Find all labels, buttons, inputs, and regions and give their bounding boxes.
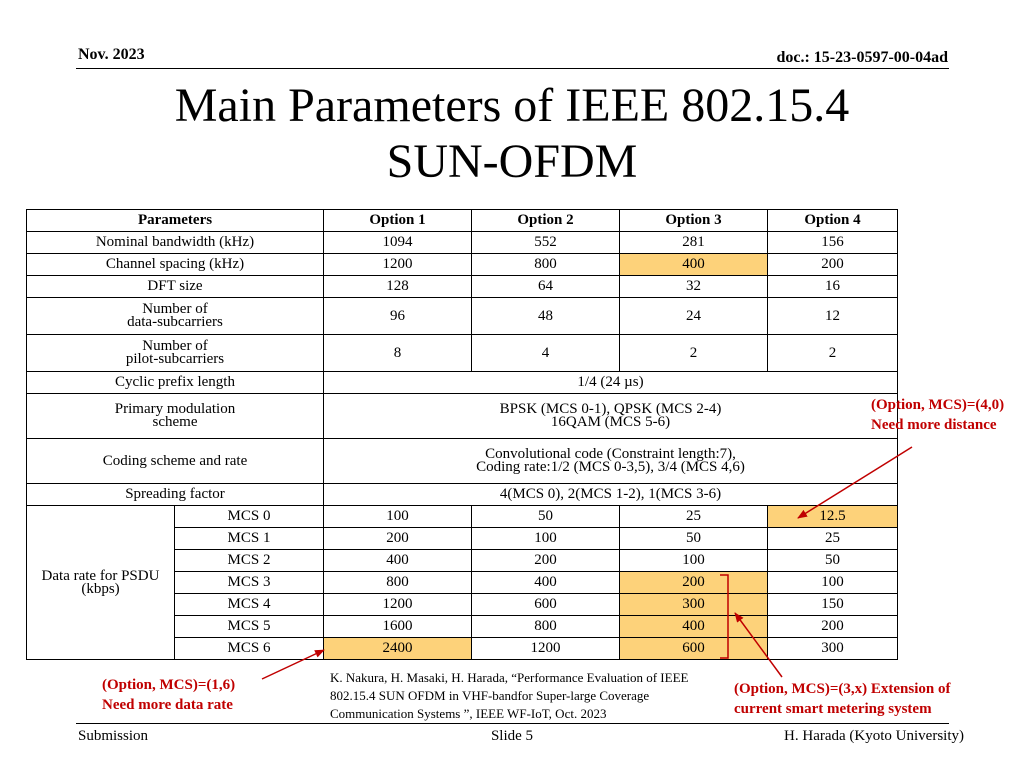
table-cell-merged: 4(MCS 0), 2(MCS 1-2), 1(MCS 3-6) <box>324 484 898 506</box>
table-cell: 12 <box>768 298 898 335</box>
note-need-more-data-rate <box>102 675 235 715</box>
table-cell: 100 <box>620 550 768 572</box>
table-cell: 1200 <box>324 254 472 276</box>
table-cell: 1600 <box>324 616 472 638</box>
title-line-1: Main Parameters of IEEE 802.15.4 <box>174 79 850 132</box>
note-line-1: (Option, MCS)=(4,0) <box>871 397 1005 413</box>
footer-submission: Submission <box>78 728 149 744</box>
table-cell: 128 <box>324 276 472 298</box>
table-cell-highlighted: 2400 <box>324 638 472 660</box>
table-cell: 200 <box>768 616 898 638</box>
table-cell: 150 <box>768 594 898 616</box>
table-cell: 25 <box>620 506 768 528</box>
row-label-line-1: Primary modulation <box>114 401 236 417</box>
table-cell: 24 <box>620 298 768 335</box>
row-label-line-2: data-subcarriers <box>127 314 223 330</box>
header-option-2: Option 2 <box>472 210 620 232</box>
table-cell: 800 <box>472 254 620 276</box>
table-cell: 552 <box>472 232 620 254</box>
table-cell: 16 <box>768 276 898 298</box>
cell-line-1: BPSK (MCS 0-1), QPSK (MCS 2-4) <box>499 401 722 417</box>
reference-line-3: Communication Systems ”, IEEE WF-IoT, Oct. 2023 <box>330 706 607 721</box>
row-label-line-2: (kbps) <box>81 580 120 597</box>
table-cell: 600 <box>472 594 620 616</box>
table-cell: 64 <box>472 276 620 298</box>
row-label-line-1: Number of <box>142 338 208 354</box>
arrow-to-option1-mcs6 <box>262 650 324 679</box>
footer-rule <box>76 723 949 724</box>
mcs-label: MCS 3 <box>175 572 324 594</box>
mcs-label: MCS 0 <box>175 506 324 528</box>
table-cell: 2 <box>768 335 898 372</box>
table-cell: 200 <box>472 550 620 572</box>
bracket-option3 <box>720 575 728 658</box>
note-line-1: (Option, MCS)=(3,x) Extension of <box>734 681 951 697</box>
row-label-line-1: Number of <box>142 301 208 317</box>
table-cell-merged: 1/4 (24 µs) <box>324 372 898 394</box>
header-doc-id: doc.: 15-23-0597-00-04ad <box>776 49 948 66</box>
arrow-to-option4-mcs0 <box>798 447 912 518</box>
reference-line-2: 802.15.4 SUN OFDM in VHF-bandfor Super-large Coverage <box>330 688 650 703</box>
table-cell: 400 <box>324 550 472 572</box>
table-cell-highlighted: 12.5 <box>768 506 898 528</box>
table-cell: 50 <box>472 506 620 528</box>
table-cell: 1094 <box>324 232 472 254</box>
table-cell-highlighted: 600 <box>620 638 768 660</box>
table-cell: 200 <box>768 254 898 276</box>
table-cell: 1200 <box>472 638 620 660</box>
mcs-label: MCS 2 <box>175 550 324 572</box>
mcs-label: MCS 4 <box>175 594 324 616</box>
table-cell-highlighted: 200 <box>620 572 768 594</box>
note-line-2: Need more distance <box>871 417 997 433</box>
cell-line-1: Convolutional code (Constraint length:7), <box>485 446 736 462</box>
row-label: Coding scheme and rate <box>27 439 324 484</box>
table-cell-highlighted: 400 <box>620 254 768 276</box>
cell-line-2: 16QAM (MCS 5-6) <box>550 414 671 430</box>
table-cell: 200 <box>324 528 472 550</box>
row-label: Spreading factor <box>27 484 324 506</box>
table-cell: 400 <box>472 572 620 594</box>
header-option-4: Option 4 <box>768 210 898 232</box>
footer-slide-number: Slide 5 <box>490 728 534 744</box>
header-parameters: Parameters <box>27 210 324 232</box>
table-cell: 156 <box>768 232 898 254</box>
table-cell: 2 <box>620 335 768 372</box>
table-cell: 48 <box>472 298 620 335</box>
note-need-more-distance <box>871 395 1004 435</box>
footer-author: H. Harada (Kyoto University) <box>784 728 964 744</box>
table-cell: 25 <box>768 528 898 550</box>
table-cell: 800 <box>472 616 620 638</box>
note-extension-smart-metering <box>734 679 950 719</box>
table-cell: 8 <box>324 335 472 372</box>
row-label-line-1: Data rate for PSDU <box>41 567 160 584</box>
table-cell: 1200 <box>324 594 472 616</box>
table-cell: 32 <box>620 276 768 298</box>
cell-line-2: Coding rate:1/2 (MCS 0-3,5), 3/4 (MCS 4,6) <box>476 459 745 475</box>
header-option-1: Option 1 <box>324 210 472 232</box>
mcs-label: MCS 6 <box>175 638 324 660</box>
table-cell: 50 <box>768 550 898 572</box>
table-cell: 800 <box>324 572 472 594</box>
table-cell: 281 <box>620 232 768 254</box>
table-cell: 4 <box>472 335 620 372</box>
arrow-to-option3-bracket <box>735 613 782 677</box>
row-label-line-2: scheme <box>152 414 198 430</box>
table-cell: 300 <box>768 638 898 660</box>
title-line-2: SUN-OFDM <box>386 135 638 188</box>
mcs-label: MCS 1 <box>175 528 324 550</box>
mcs-label: MCS 5 <box>175 616 324 638</box>
reference-line-1: K. Nakura, H. Masaki, H. Harada, “Performance Evaluation of IEEE <box>330 670 689 685</box>
header-date: Nov. 2023 <box>78 46 145 63</box>
row-label: Nominal bandwidth (kHz) <box>27 232 324 254</box>
table-cell: 96 <box>324 298 472 335</box>
row-label: Channel spacing (kHz) <box>27 254 324 276</box>
table-cell-highlighted: 400 <box>620 616 768 638</box>
table-cell: 100 <box>472 528 620 550</box>
note-line-2: Need more data rate <box>102 697 233 713</box>
row-label: Cyclic prefix length <box>27 372 324 394</box>
table-cell-highlighted: 300 <box>620 594 768 616</box>
row-label: DFT size <box>27 276 324 298</box>
note-line-2: current smart metering system <box>734 701 932 717</box>
table-cell: 100 <box>768 572 898 594</box>
header-option-3: Option 3 <box>620 210 768 232</box>
reference-citation <box>330 669 730 723</box>
row-label-line-2: pilot-subcarriers <box>125 351 225 367</box>
table-cell: 100 <box>324 506 472 528</box>
note-line-1: (Option, MCS)=(1,6) <box>102 677 236 693</box>
table-cell: 50 <box>620 528 768 550</box>
